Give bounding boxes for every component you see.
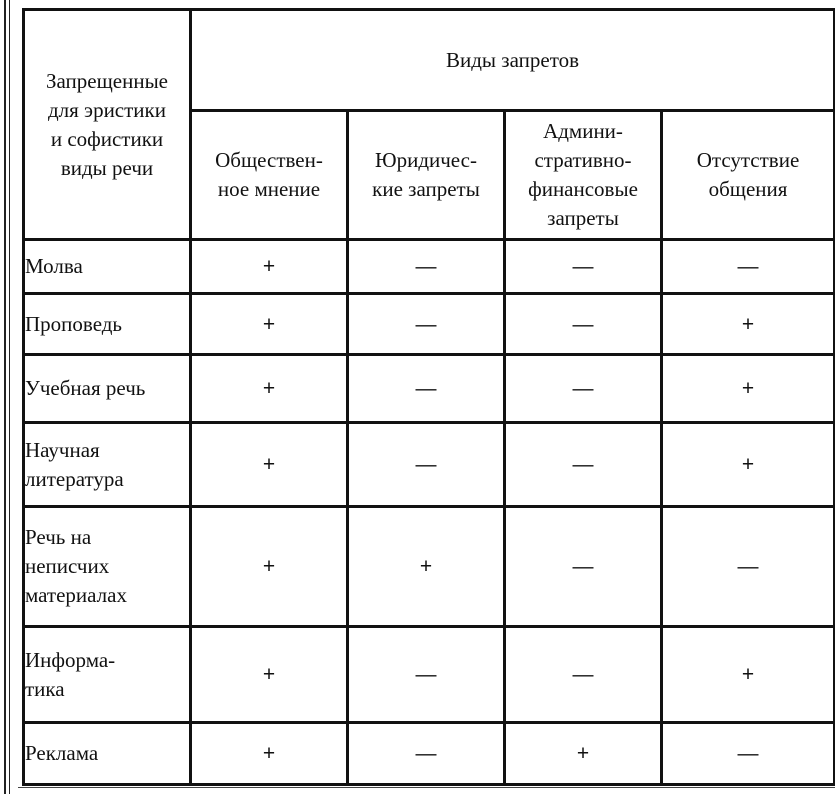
mark-cell: —	[348, 423, 505, 507]
corner-header-text: Запрещенные для эристики и софистики виды речи	[45, 68, 169, 180]
corner-header	[24, 10, 191, 240]
table-row	[24, 294, 835, 355]
mark-cell: +	[662, 627, 835, 723]
column-header-public-opinion	[191, 111, 348, 240]
table-row	[24, 507, 835, 627]
column-header-administrative	[505, 111, 662, 240]
mark-cell: —	[505, 507, 662, 627]
mark-cell: —	[348, 723, 505, 785]
row-label: Информа- тика	[24, 627, 191, 723]
row-label: Молва	[24, 240, 191, 294]
table-row	[24, 240, 835, 294]
group-header	[191, 10, 835, 111]
row-label: Реклама	[24, 723, 191, 785]
mark-cell: —	[662, 507, 835, 627]
column-header-legal	[348, 111, 505, 240]
mark-cell: —	[505, 294, 662, 355]
prohibitions-table	[22, 8, 835, 786]
mark-cell: +	[662, 355, 835, 423]
mark-cell: +	[348, 507, 505, 627]
mark-cell: —	[505, 627, 662, 723]
row-label: Проповедь	[24, 294, 191, 355]
row-label: Речь на неписчих материалах	[24, 507, 191, 627]
mark-cell: —	[662, 723, 835, 785]
mark-cell: —	[348, 627, 505, 723]
mark-cell: +	[191, 723, 348, 785]
row-label: Научная литература	[24, 423, 191, 507]
mark-cell: —	[348, 355, 505, 423]
mark-cell: +	[662, 294, 835, 355]
table-row	[24, 355, 835, 423]
column-header-label: Юридичес- кие запреты	[372, 148, 480, 201]
mark-cell: +	[191, 423, 348, 507]
mark-cell: —	[505, 240, 662, 294]
table-row	[24, 723, 835, 785]
mark-cell: —	[662, 240, 835, 294]
page-border-bottom	[18, 787, 835, 788]
table-row	[24, 627, 835, 723]
page-border-left	[4, 0, 10, 794]
mark-cell: +	[191, 294, 348, 355]
row-label: Учебная речь	[24, 355, 191, 423]
column-header-label: Обществен- ное мнение	[215, 148, 323, 201]
group-header-text: Виды запретов	[446, 47, 580, 72]
mark-cell: —	[348, 294, 505, 355]
mark-cell: +	[191, 355, 348, 423]
mark-cell: —	[348, 240, 505, 294]
mark-cell: +	[662, 423, 835, 507]
mark-cell: +	[191, 240, 348, 294]
mark-cell: +	[505, 723, 662, 785]
mark-cell: —	[505, 355, 662, 423]
table-row	[24, 423, 835, 507]
mark-cell: +	[191, 627, 348, 723]
column-header-label: Админи- стративно- финансовые запреты	[528, 119, 638, 230]
mark-cell: —	[505, 423, 662, 507]
column-header-no-communication	[662, 111, 835, 240]
column-header-label: Отсутствие общения	[696, 148, 800, 201]
mark-cell: +	[191, 507, 348, 627]
